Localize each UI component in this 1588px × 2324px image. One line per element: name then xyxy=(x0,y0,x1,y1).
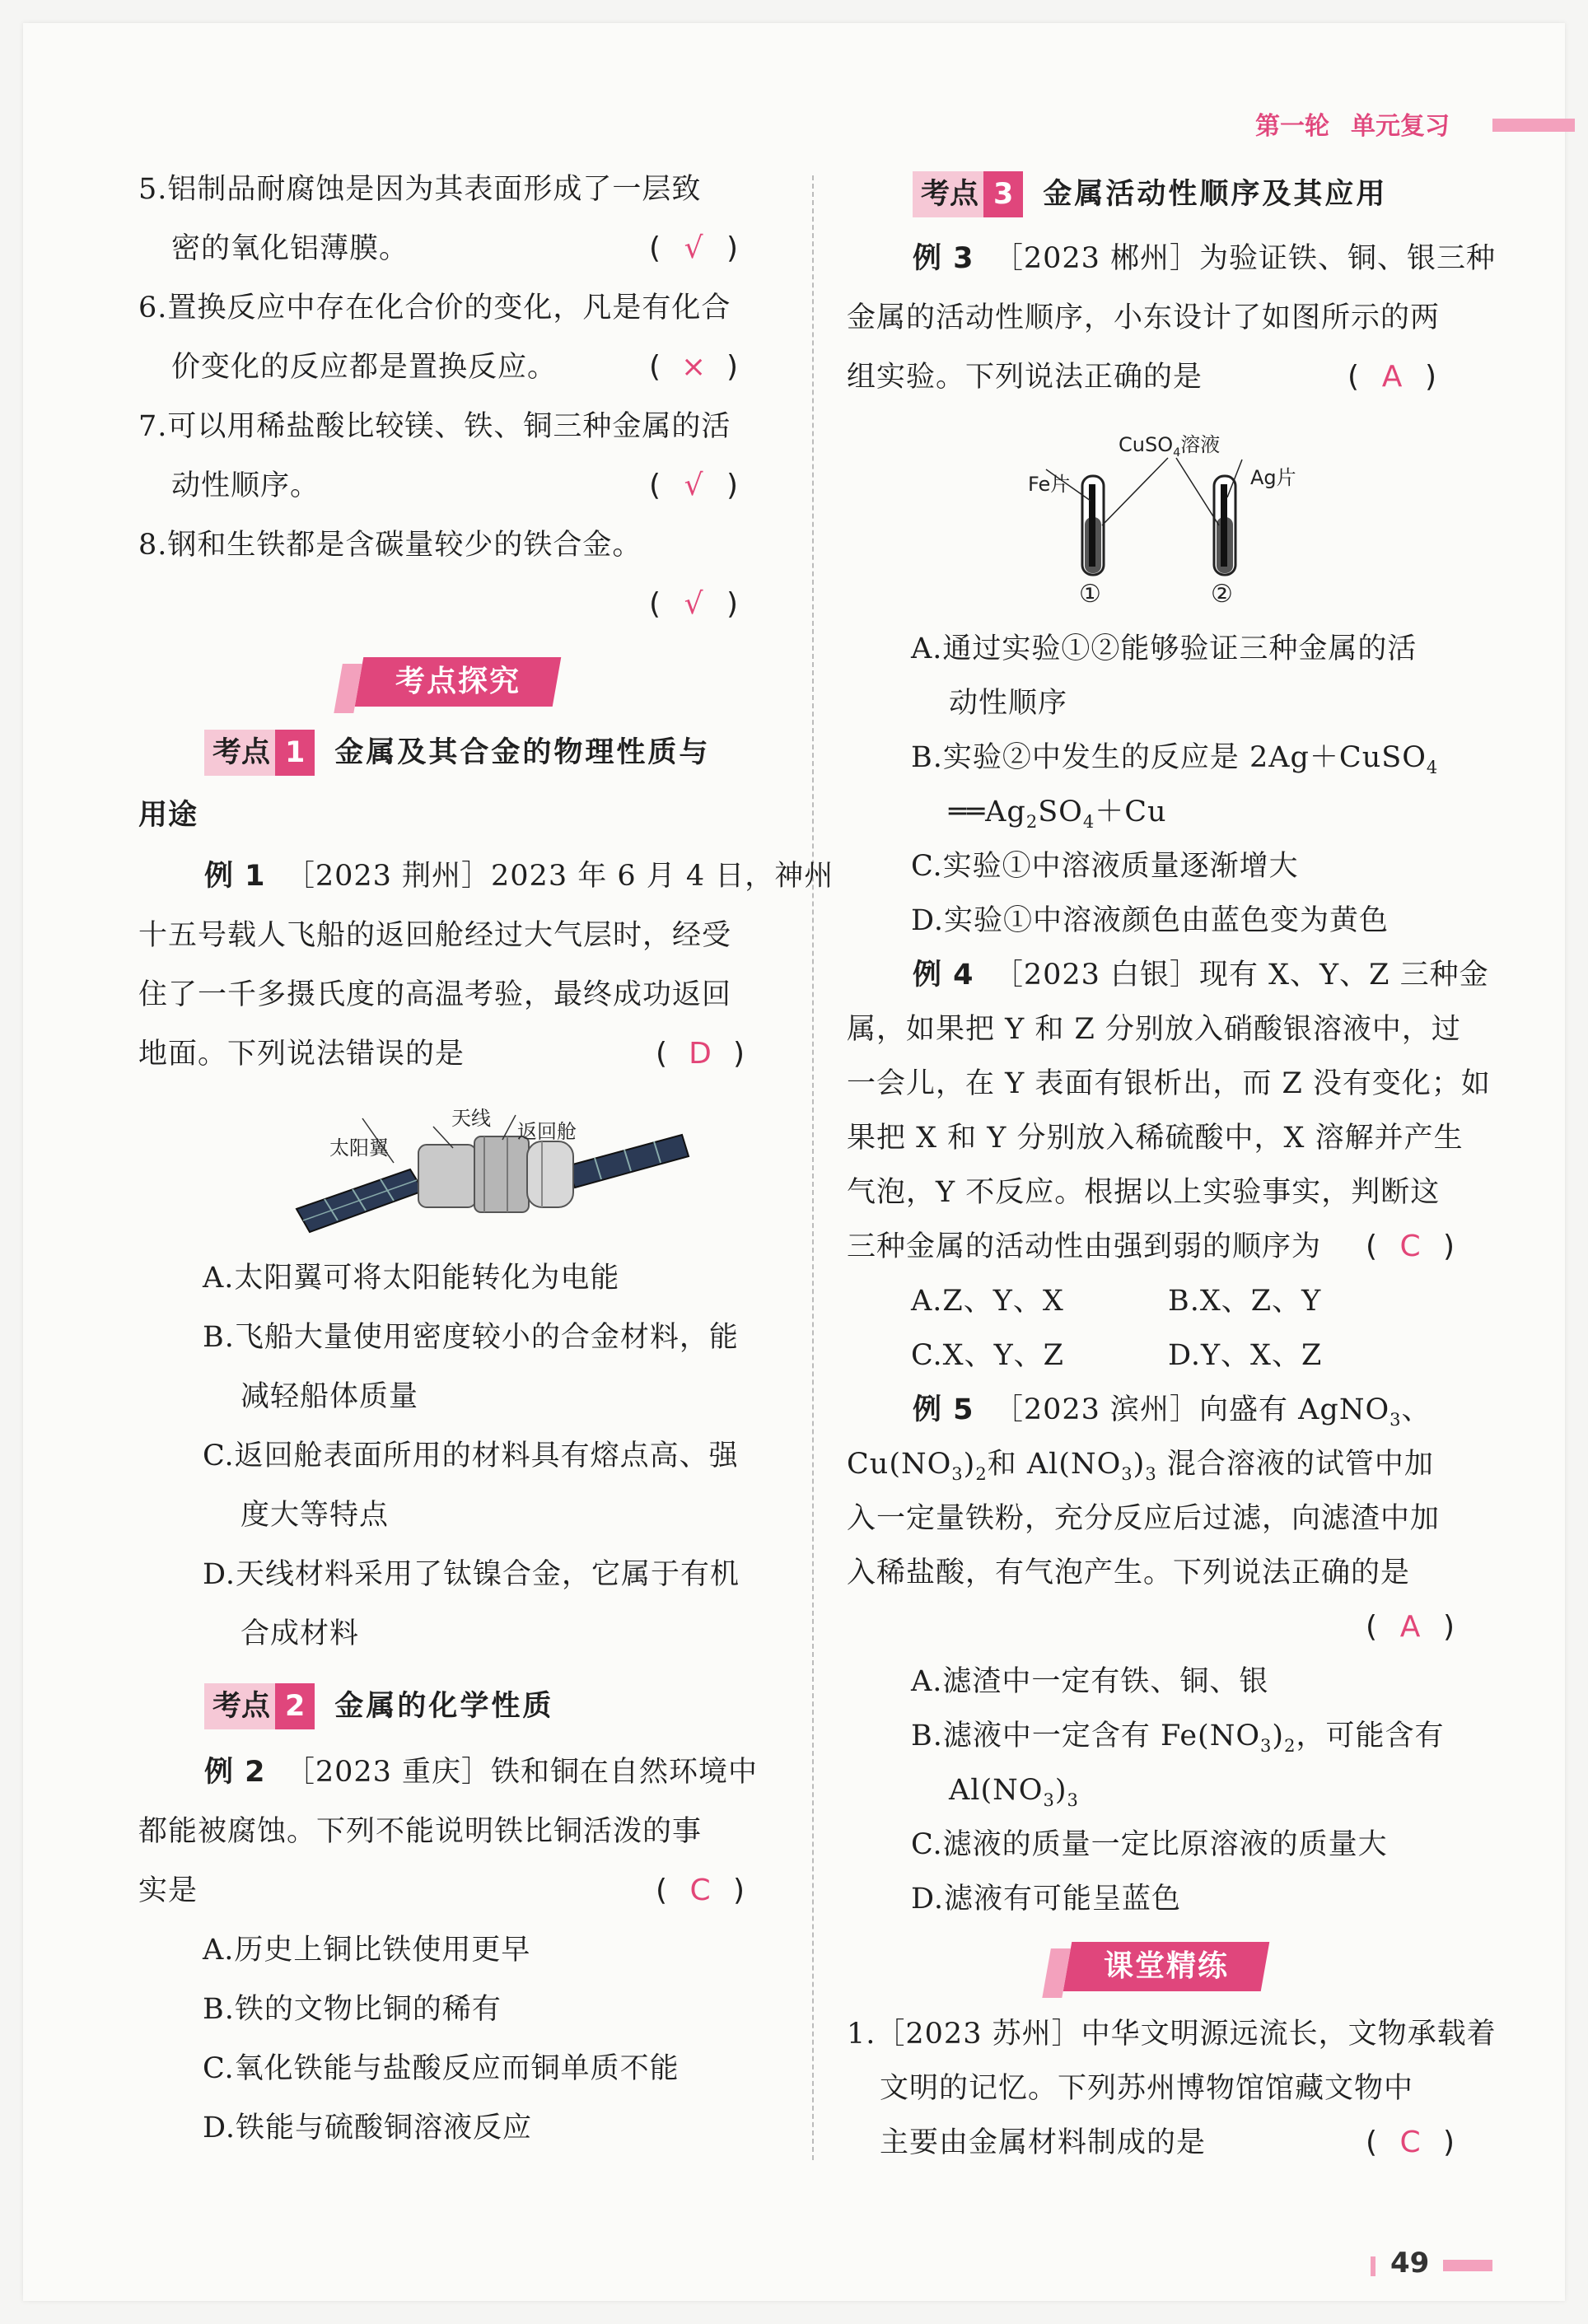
ex5-line4: 入稀盐酸，有气泡产生。下列说法正确的是 xyxy=(847,1556,1411,1589)
ex1-option-d-line2: 合成材料 xyxy=(241,1617,360,1650)
q8-line1: 8.钢和生铁都是含碳量较少的铁合金。 xyxy=(138,529,642,562)
ex1-option-c-line1: C.返回舱表面所用的材料具有熔点高、强 xyxy=(203,1440,739,1472)
ex5-answer-value: A xyxy=(1399,1610,1421,1644)
page-number-decor-right xyxy=(1443,2260,1492,2271)
spacecraft-figure xyxy=(295,1094,690,1242)
ex1-answer-value: D xyxy=(689,1037,712,1071)
ex1-line2: 十五号载人飞船的返回舱经过大气层时，经受 xyxy=(138,919,732,952)
practice1-line2: 文明的记忆。下列苏州博物馆馆藏文物中 xyxy=(880,2072,1414,2105)
test-tube-1 xyxy=(1082,476,1104,575)
practice1-answer: ( C ) xyxy=(1366,2123,1455,2163)
page-number: 49 xyxy=(1390,2247,1430,2280)
ex3-option-a-line1: A.通过实验①②能够验证三种金属的活 xyxy=(911,632,1418,665)
ex4-option-b: B.X、Z、Y xyxy=(1168,1285,1322,1318)
kaodian-3-tag: 考点 xyxy=(913,171,983,217)
page-header xyxy=(1255,105,1471,142)
ex1-text1: ［2023 荆州］2023 年 6 月 4 日，神州 xyxy=(285,860,834,893)
ex4-line1 xyxy=(913,955,1489,995)
ex3-answer: ( A ) xyxy=(1347,357,1436,397)
ex2-answer: ( C ) xyxy=(656,1871,745,1911)
kaodian-1-heading xyxy=(204,730,710,776)
ex5-option-a: A.滤渣中一定有铁、铜、银 xyxy=(911,1665,1269,1698)
kaodian-1-title-cont: 用途 xyxy=(138,799,198,832)
ex2-option-a: A.历史上铜比铁使用更早 xyxy=(203,1934,531,1967)
header-decor-bar xyxy=(1492,119,1575,132)
label-antenna: 天线 xyxy=(451,1107,491,1130)
banner-practice xyxy=(1063,1942,1270,1991)
q6-answer-value: × xyxy=(680,350,707,384)
ex4-line6: 三种金属的活动性由强到弱的顺序为 xyxy=(847,1230,1322,1263)
q8-answer-value: √ xyxy=(684,587,703,621)
ex1-option-a: A.太阳翼可将太阳能转化为电能 xyxy=(203,1262,620,1295)
kaodian-2-heading xyxy=(204,1683,553,1729)
kaodian-3-title: 金属活动性顺序及其应用 xyxy=(1043,178,1388,211)
q7-answer-value: √ xyxy=(684,469,703,502)
ex3-option-d: D.实验①中溶液颜色由蓝色变为黄色 xyxy=(911,904,1389,937)
ex5-answer: ( A ) xyxy=(1366,1608,1455,1647)
q5-line1: 5.铝制品耐腐蚀是因为其表面形成了一层致 xyxy=(138,173,702,206)
ex2-line3: 实是 xyxy=(138,1874,198,1907)
q5-answer-value: √ xyxy=(684,231,703,265)
ex4-option-d: D.Y、X、Z xyxy=(1168,1339,1323,1372)
ex3-answer-value: A xyxy=(1381,360,1403,394)
banner-practice-text: 课堂精练 xyxy=(1103,1949,1229,1983)
ex5-line1: 例 5 ［2023 滨州］向盛有 AgNO$_3$、 xyxy=(913,1393,1432,1430)
ex2-line1 xyxy=(204,1752,758,1792)
q5-answer: ( √ ) xyxy=(649,229,738,268)
ex4-line4: 果把 X 和 Y 分别放入稀硫酸中，X 溶解并产生 xyxy=(847,1122,1464,1155)
kaodian-2-title: 金属的化学性质 xyxy=(334,1690,554,1723)
ex4-option-c: C.X、Y、Z xyxy=(911,1339,1064,1372)
fe-strip xyxy=(1089,484,1095,567)
ex2-option-b: B.铁的文物比铜的稀有 xyxy=(203,1993,502,2026)
ex1-line1 xyxy=(204,856,834,896)
ex2-line2: 都能被腐蚀。下列不能说明铁比铜活泼的事 xyxy=(138,1815,703,1848)
ex5-line3: 入一定量铁粉，充分反应后过滤，向滤渣中加 xyxy=(847,1502,1441,1535)
ex1-option-d-line1: D.天线材料采用了钛镍合金，它属于有机 xyxy=(203,1558,740,1591)
label-fe-strip: Fe片 xyxy=(1028,473,1071,496)
ex3-text1: ［2023 郴州］为验证铁、铜、银三种 xyxy=(993,242,1497,275)
q6-line1: 6.置换反应中存在化合价的变化，凡是有化合 xyxy=(138,292,731,324)
q6-line2: 价变化的反应都是置换反应。 xyxy=(171,351,558,384)
column-divider xyxy=(812,175,814,2160)
ex1-option-b-line1: B.飞船大量使用密度较小的合金材料，能 xyxy=(203,1321,739,1354)
header-section: 第一轮 xyxy=(1255,112,1329,141)
kaodian-3-heading xyxy=(913,171,1387,217)
ex2-label: 例 2 xyxy=(204,1756,266,1789)
ex3-label: 例 3 xyxy=(913,242,974,275)
q7-line1: 7.可以用稀盐酸比较镁、铁、铜三种金属的活 xyxy=(138,410,731,443)
ex4-label: 例 4 xyxy=(913,959,974,992)
ex3-option-b-line1: B.实验②中发生的反应是 2Ag＋CuSO$_4$ xyxy=(911,741,1439,777)
kaodian-2-tag: 考点 xyxy=(204,1683,275,1729)
ex4-answer-value: C xyxy=(1399,1230,1421,1263)
practice1-line3: 主要由金属材料制成的是 xyxy=(880,2126,1207,2159)
ex5-option-d: D.滤液有可能呈蓝色 xyxy=(911,1883,1181,1916)
ex5-option-b-line2: $Al(NO_3)_3$ xyxy=(949,1774,1079,1810)
ex1-answer: ( D ) xyxy=(656,1034,745,1074)
label-solar-wing: 太阳翼 xyxy=(329,1136,389,1160)
label-ag-strip: Ag片 xyxy=(1250,466,1296,489)
ex2-text1: ［2023 重庆］铁和铜在自然环境中 xyxy=(285,1756,759,1789)
ex1-line3: 住了一千多摄氏度的高温考验，最终成功返回 xyxy=(138,978,732,1011)
ex1-option-b-line2: 减轻船体质量 xyxy=(241,1380,419,1413)
test-tube-figure xyxy=(995,435,1275,608)
ex4-line2: 属，如果把 Y 和 Z 分别放入硝酸银溶液中，过 xyxy=(847,1013,1461,1046)
ex5-line2: $Cu(NO_3)_2$和 $Al(NO_3)_3$ 混合溶液的试管中加 xyxy=(847,1448,1434,1484)
label-cuso4-solution: CuSO$_4$溶液 xyxy=(1119,433,1221,460)
ex4-text1: ［2023 白银］现有 X、Y、Z 三种金 xyxy=(993,959,1489,992)
test-tube-2 xyxy=(1214,476,1235,575)
label-experiment-1: ① xyxy=(1079,580,1101,609)
kaodian-2-number: 2 xyxy=(275,1683,315,1729)
ex2-option-d: D.铁能与硫酸铜溶液反应 xyxy=(203,2112,532,2144)
ex5-option-c: C.滤液的质量一定比原溶液的质量大 xyxy=(911,1828,1388,1861)
ex4-line3: 一会儿，在 Y 表面有银析出，而 Z 没有变化；如 xyxy=(847,1067,1491,1100)
q5-line2: 密的氧化铝薄膜。 xyxy=(171,232,409,265)
banner-explore-text: 考点探究 xyxy=(395,665,521,698)
ex3-line3: 组实验。下列说法正确的是 xyxy=(847,361,1203,394)
page-number-decor-left xyxy=(1371,2256,1375,2276)
ex4-line5: 气泡，Y 不反应。根据以上实验事实，判断这 xyxy=(847,1176,1441,1209)
ex4-answer: ( C ) xyxy=(1366,1227,1455,1267)
ex2-answer-value: C xyxy=(689,1874,711,1907)
ex4-option-a: A.Z、Y、X xyxy=(911,1285,1064,1318)
ex1-label: 例 1 xyxy=(204,860,266,893)
q7-answer: ( √ ) xyxy=(649,466,738,506)
return-capsule-image xyxy=(418,1136,573,1212)
banner-explore xyxy=(355,657,562,707)
ex3-option-a-line2: 动性顺序 xyxy=(949,687,1068,720)
ex3-line2: 金属的活动性顺序，小东设计了如图所示的两 xyxy=(847,301,1441,334)
ex2-option-c: C.氧化铁能与盐酸反应而铜单质不能 xyxy=(203,2052,680,2085)
kaodian-1-number: 1 xyxy=(275,730,315,776)
ag-strip xyxy=(1221,484,1227,567)
ex5-option-b-line1: B.滤液中一定含有 $Fe(NO_3)_2$，可能含有 xyxy=(911,1720,1445,1756)
ex3-line1 xyxy=(913,239,1496,278)
ex3-option-c: C.实验①中溶液质量逐渐增大 xyxy=(911,850,1299,883)
textbook-page xyxy=(23,23,1565,2301)
practice1-line1: 1.［2023 苏州］中华文明源远流长，文物承载着 xyxy=(847,2018,1497,2051)
ex1-option-c-line2: 度大等特点 xyxy=(241,1499,390,1532)
q7-line2: 动性顺序。 xyxy=(171,469,320,502)
ex3-option-b-line2: $══Ag_2SO_4+Cu$ xyxy=(949,796,1167,832)
header-subsection: 单元复习 xyxy=(1351,112,1450,141)
label-experiment-2: ② xyxy=(1211,580,1233,609)
kaodian-1-tag: 考点 xyxy=(204,730,275,776)
q8-answer: ( √ ) xyxy=(649,585,738,624)
ex5-label: 例 5 xyxy=(913,1393,974,1426)
practice1-answer-value: C xyxy=(1399,2126,1421,2159)
kaodian-3-number: 3 xyxy=(983,171,1023,217)
q6-answer: ( × ) xyxy=(649,348,738,387)
ex1-line4: 地面。下列说法错误的是 xyxy=(138,1038,465,1071)
label-return-capsule: 返回舱 xyxy=(517,1120,577,1143)
kaodian-1-title: 金属及其合金的物理性质与 xyxy=(334,736,711,769)
